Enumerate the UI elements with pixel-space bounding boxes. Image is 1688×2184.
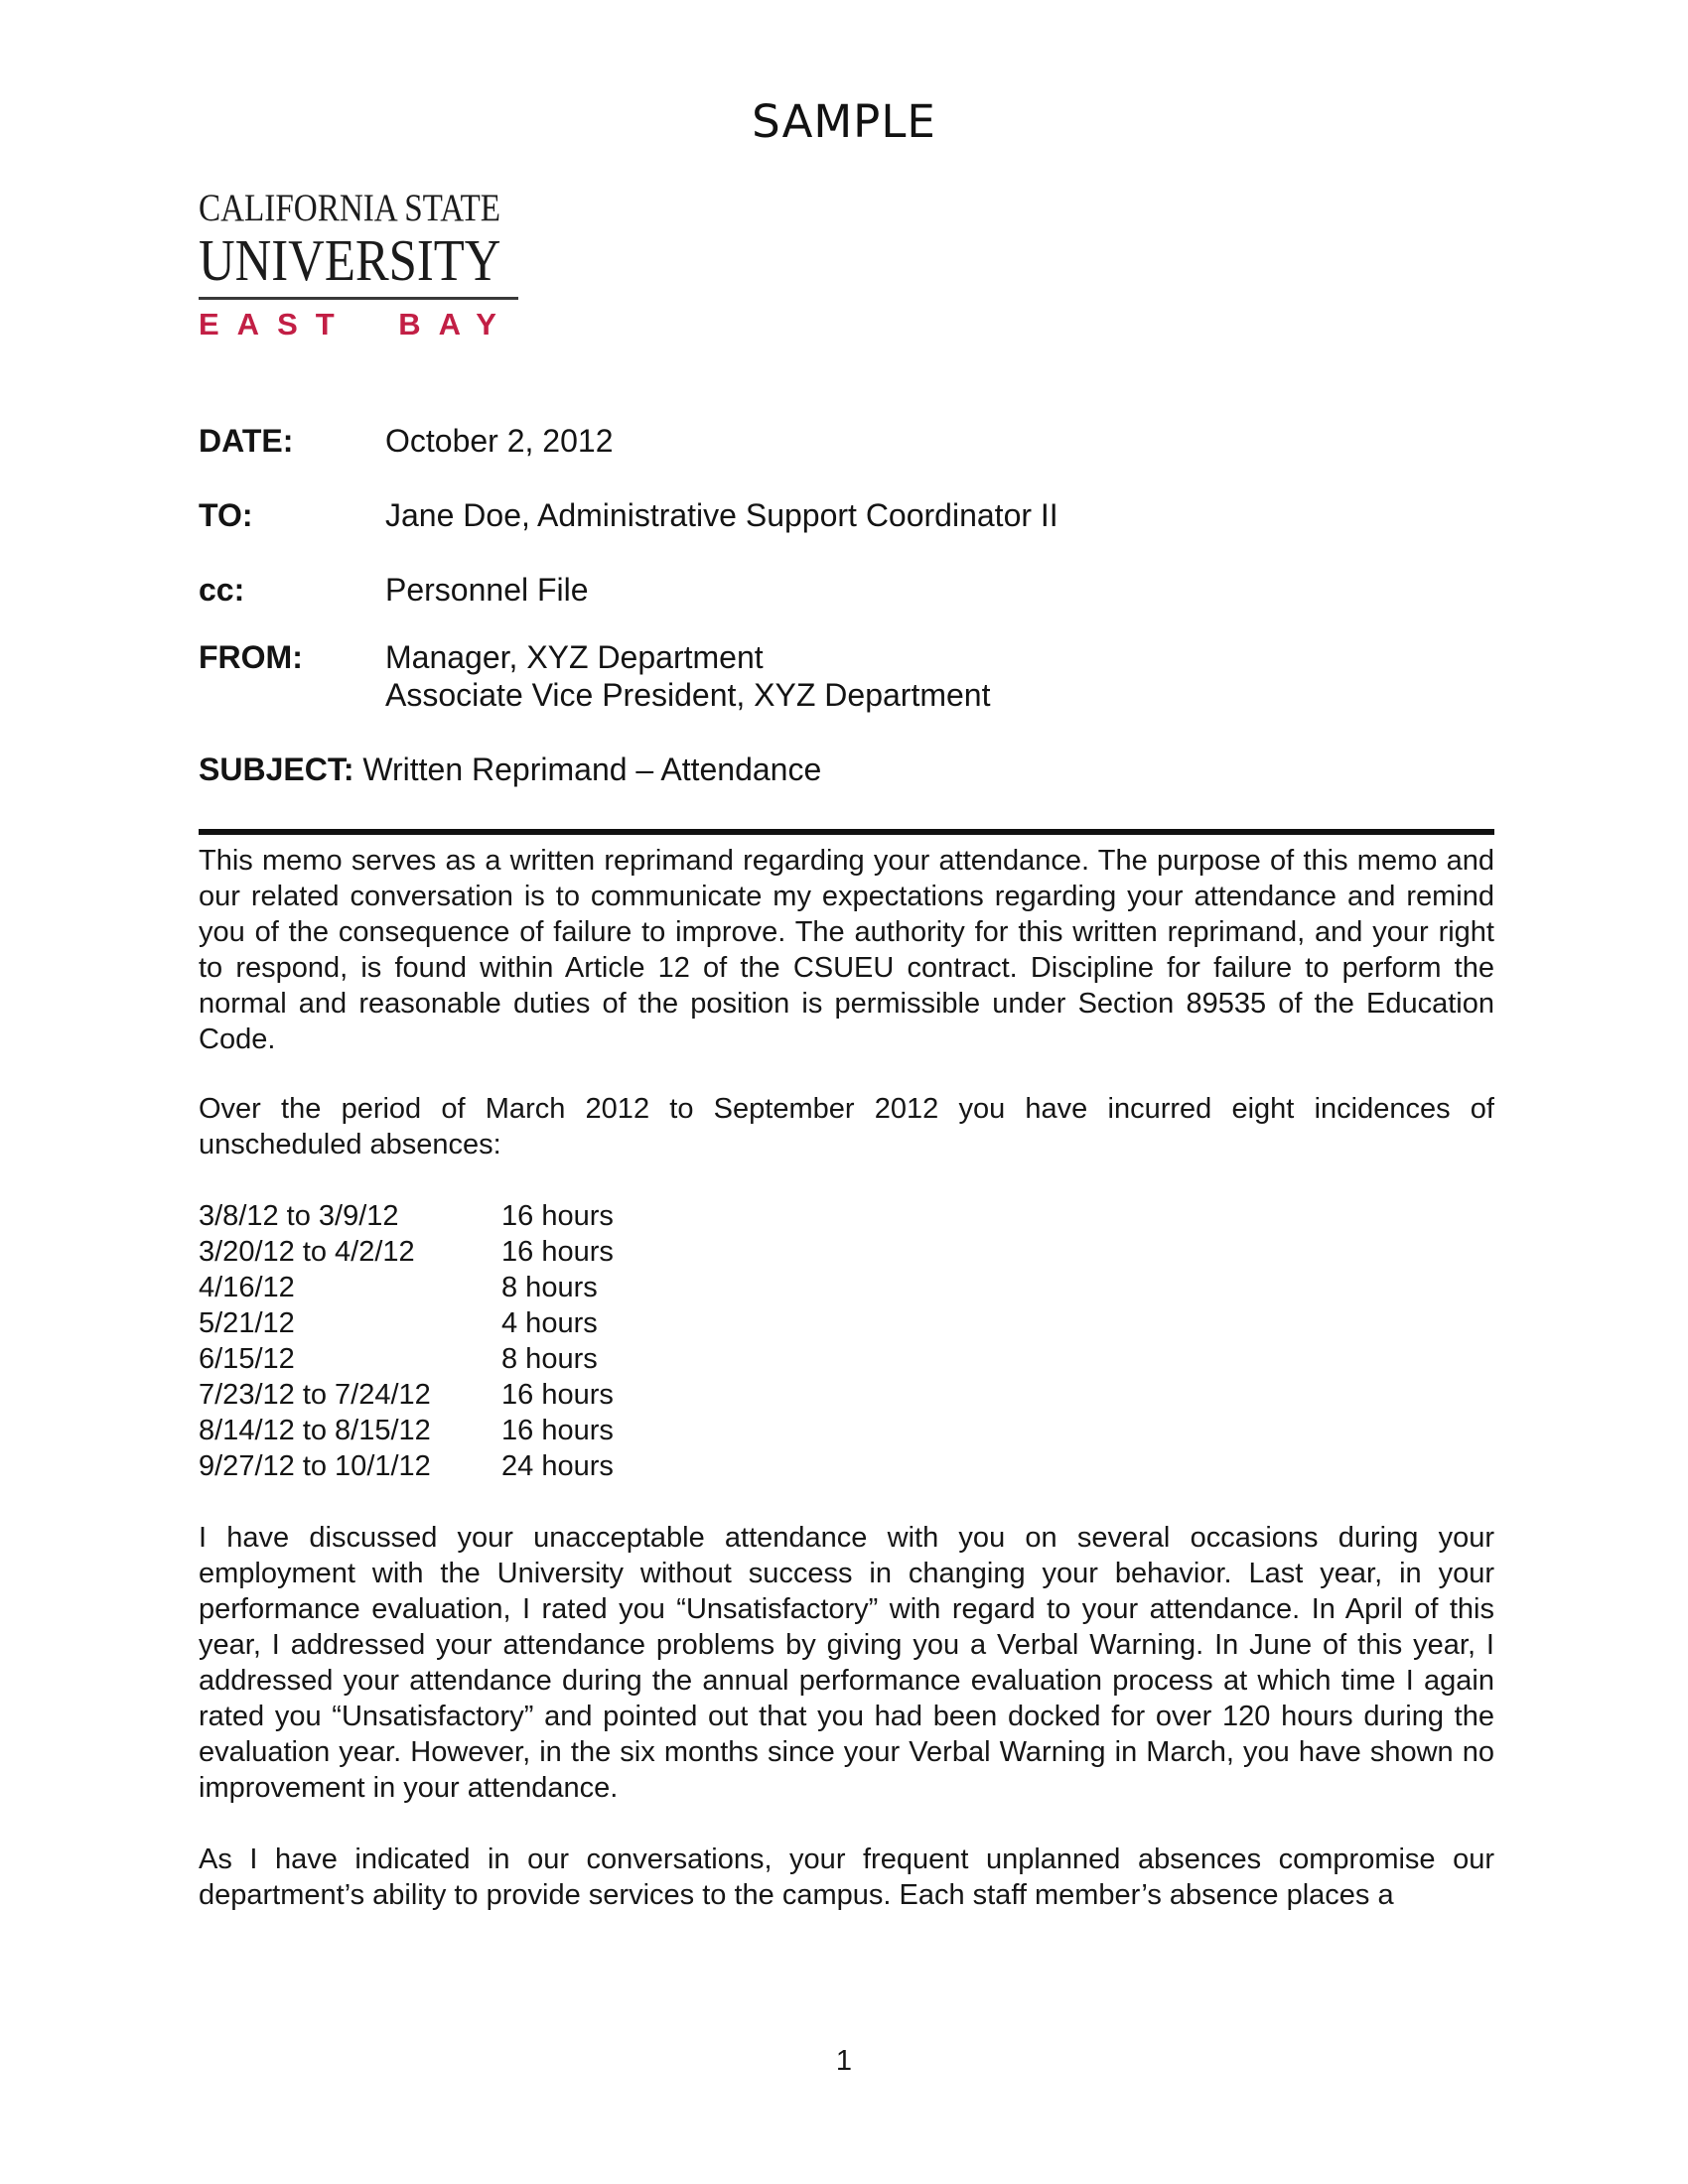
absence-hours: 4 hours bbox=[501, 1307, 598, 1339]
absence-row bbox=[199, 1305, 1494, 1341]
absence-date: 4/16/12 bbox=[199, 1272, 295, 1303]
absence-hours: 16 hours bbox=[501, 1200, 614, 1232]
logo-underline bbox=[199, 297, 518, 300]
from-value-line1: Manager, XYZ Department bbox=[385, 639, 764, 675]
absence-hours: 8 hours bbox=[501, 1272, 598, 1303]
date-label: DATE: bbox=[199, 423, 294, 459]
absence-row bbox=[199, 1377, 1494, 1413]
absence-hours: 16 hours bbox=[501, 1379, 614, 1411]
absence-hours: 24 hours bbox=[501, 1450, 614, 1482]
logo-east-bay: EAST BAY bbox=[199, 306, 514, 341]
university-logo bbox=[199, 189, 526, 340]
to-label: TO: bbox=[199, 497, 253, 533]
absence-date: 8/14/12 to 8/15/12 bbox=[199, 1415, 431, 1446]
logo-university: UNIVERSITY bbox=[199, 226, 501, 293]
subject-row bbox=[199, 751, 1494, 788]
absence-row bbox=[199, 1448, 1494, 1484]
logo-california-state: CALIFORNIA STATE bbox=[199, 187, 501, 229]
cc-label: cc: bbox=[199, 572, 245, 608]
absence-date: 9/27/12 to 10/1/12 bbox=[199, 1450, 431, 1482]
absence-hours: 8 hours bbox=[501, 1343, 598, 1375]
paragraph-impact: As I have indicated in our conversations, your frequent unplanned absences compromise our department’s ability to provide services to the campus. Each staff member’s absence places a bbox=[199, 1843, 1494, 1911]
paragraph-reprimand-purpose: This memo serves as a written reprimand regarding your attendance. The purpose of this memo and our related conversation is to communicate my expectations regarding your attendance and remind you of the consequence of failure to improve. The authority for this written reprimand, and your right to respond, is found within Article 12 of the CSUEU contract. Discipline for failure to perform the normal and reasonable duties of the position is permissible under Section 89535 of the Education Code. bbox=[199, 845, 1494, 1055]
absence-date: 5/21/12 bbox=[199, 1307, 295, 1339]
memo-row-to bbox=[199, 496, 1494, 534]
absence-date: 6/15/12 bbox=[199, 1343, 295, 1375]
absence-row bbox=[199, 1198, 1494, 1234]
absence-date: 3/8/12 to 3/9/12 bbox=[199, 1200, 399, 1232]
sample-watermark: SAMPLE bbox=[752, 95, 936, 148]
date-value: October 2, 2012 bbox=[385, 423, 614, 459]
absence-hours: 16 hours bbox=[501, 1236, 614, 1268]
memo-row-from bbox=[199, 638, 1494, 714]
cc-value: Personnel File bbox=[385, 572, 589, 608]
page-number: 1 bbox=[835, 2045, 853, 2077]
memo-header bbox=[199, 422, 1494, 714]
subject-divider-rule bbox=[199, 829, 1494, 835]
absence-row bbox=[199, 1341, 1494, 1377]
memo-row-cc bbox=[199, 571, 1494, 609]
to-value: Jane Doe, Administrative Support Coordinator II bbox=[385, 497, 1058, 533]
absence-row bbox=[199, 1234, 1494, 1270]
from-value-line2: Associate Vice President, XYZ Department bbox=[385, 677, 991, 713]
absence-date: 3/20/12 to 4/2/12 bbox=[199, 1236, 415, 1268]
absence-row bbox=[199, 1270, 1494, 1305]
subject-value: Written Reprimand – Attendance bbox=[362, 751, 822, 787]
absence-hours: 16 hours bbox=[501, 1415, 614, 1446]
paragraph-discussion-history: I have discussed your unacceptable attendance with you on several occasions during your employment with the University without success in changing your behavior. Last year, in your performance evaluation, I rated you “Unsatisfactory” with regard to your attendance. In April of this year, I addressed your attendance problems by giving you a Verbal Warning. In June of this year, I addressed your attendance during the annual performance evaluation process at which time I again rated you “Unsatisfactory” and pointed out that you had been docked for over 120 hours during the evaluation year. However, in the six months since your Verbal Warning in March, you have shown no improvement in your attendance. bbox=[199, 1522, 1494, 1804]
absence-date: 7/23/12 to 7/24/12 bbox=[199, 1379, 431, 1411]
subject-label: SUBJECT: bbox=[199, 751, 354, 787]
absence-row bbox=[199, 1413, 1494, 1448]
from-label: FROM: bbox=[199, 639, 303, 675]
paragraph-absence-period: Over the period of March 2012 to September 2012 you have incurred eight incidences of unscheduled absences: bbox=[199, 1093, 1494, 1160]
memo-row-date bbox=[199, 422, 1494, 460]
absence-table bbox=[199, 1198, 1494, 1484]
